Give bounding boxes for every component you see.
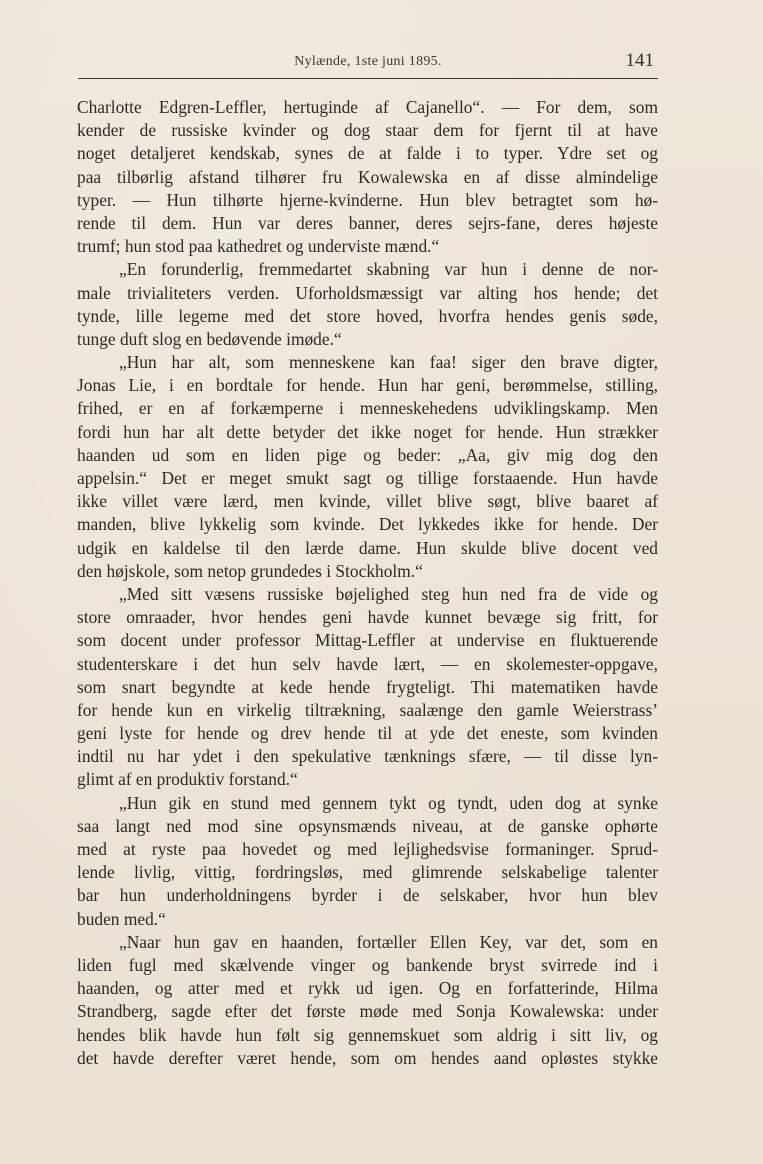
text-line: den højskole, som netop grundedes i Stockholm.“ xyxy=(77,560,423,581)
text-line: haanden, og atter med et rykk ud igen. Og en forfatterinde, Hilma xyxy=(77,978,658,999)
body-text xyxy=(77,96,658,1070)
text-line: glimt af en produktiv forstand.“ xyxy=(77,769,298,790)
text-line: lende livlig, vittig, fordringsløs, med glimrende selskabelige talenter xyxy=(77,862,658,883)
text-line: bar hun underholdningens byrder i de selskaber, hvor hun blev xyxy=(77,885,658,906)
text-line: Strandberg, sagde efter det første møde med Sonja Kowalewska: under xyxy=(77,1001,658,1022)
text-line: male trivialiteters verden. Uforholdsmæssigt var alting hos hende; det xyxy=(77,282,658,303)
text-line: tunge duft slog en bedøvende imøde.“ xyxy=(77,328,342,349)
text-line: buden med.“ xyxy=(77,908,166,929)
text-line: rende til dem. Hun var deres banner, deres sejrs-fane, deres højeste xyxy=(77,212,658,233)
text-line: „Naar hun gav en haanden, fortæller Ellen Key, var det, som en xyxy=(119,931,658,952)
text-line: haanden ud som en liden pige og beder: „Aa, giv mig dog den xyxy=(77,444,658,465)
text-line: udgik en kaldelse til den lærde dame. Hun skulde blive docent ved xyxy=(77,537,658,558)
text-line: „Hun gik en stund med gennem tykt og tyndt, uden dog at synke xyxy=(119,792,658,813)
text-line: typer. — Hun tilhørte hjerne-kvinderne. Hun blev betragtet som hø- xyxy=(77,189,658,210)
text-line: geni lyste for hende og drev hende til at yde det eneste, som kvinden xyxy=(77,723,658,744)
text-line: store omraader, hvor hendes geni havde kunnet bevæge sig fritt, for xyxy=(77,607,658,628)
text-line: det havde derefter været hende, som om hendes aand opløstes stykke xyxy=(77,1047,658,1068)
header-rule xyxy=(78,78,658,79)
text-line: frihed, er en af forkæmperne i menneskehedens udviklingskamp. Men xyxy=(77,398,658,419)
running-head: Nylænde, 1ste juni 1895. xyxy=(294,54,442,69)
text-line: fordi hun har alt dette betyder det ikke noget for hende. Hun strækker xyxy=(77,421,658,442)
page-header xyxy=(78,50,658,76)
text-line: saa langt ned mod sine opsynsmænds niveau, at de ganske ophørte xyxy=(77,815,658,836)
text-line: tynde, lille legeme med det store hoved, hvorfra hendes genis søde, xyxy=(77,305,658,326)
text-line: liden fugl med skælvende vinger og bankende bryst svirrede ind i xyxy=(77,954,658,975)
text-line: studenterskare i det hun selv havde lært, — en skolemester-oppgave, xyxy=(77,653,658,674)
text-line: med at ryste paa hovedet og med lejlighedsvise formaninger. Sprud- xyxy=(77,839,658,859)
text-line: som docent under professor Mittag-Leffler at undervise en fluktuerende xyxy=(77,630,658,651)
text-line: appelsin.“ Det er meget smukt sagt og tillige forstaaende. Hun havde xyxy=(77,468,658,488)
text-line: ikke villet være lærd, men kvinde, villet blive søgt, blive baaret af xyxy=(77,491,658,512)
text-line: Jonas Lie, i en bordtale for hende. Hun har geni, berømmelse, stilling, xyxy=(77,375,658,396)
page-number: 141 xyxy=(625,50,654,71)
text-line: „Hun har alt, som menneskene kan faa! siger den brave digter, xyxy=(119,352,658,373)
text-line: „En forunderlig, fremmedartet skabning var hun i denne de nor- xyxy=(119,259,658,280)
text-line: trumf; hun stod paa kathedret og underviste mænd.“ xyxy=(77,236,440,257)
text-line: for hende kun en virkelig tiltrækning, saalænge den gamle Weierstrass’ xyxy=(77,699,658,720)
text-line: manden, blive lykkelig som kvinde. Det lykkedes ikke for hende. Der xyxy=(77,514,658,535)
text-line: „Med sitt væsens russiske bøjelighed steg hun ned fra de vide og xyxy=(119,583,658,604)
text-line: kender de russiske kvinder og dog staar dem for fjernt til at have xyxy=(77,120,658,141)
text-line: noget detaljeret kendskab, synes de at falde i to typer. Ydre set og xyxy=(77,143,658,164)
text-line: hendes blik havde hun følt sig gennemskuet som aldrig i sitt liv, og xyxy=(77,1024,658,1045)
text-line: indtil nu har ydet i den spekulative tænknings sfære, — til disse lyn- xyxy=(77,746,658,767)
text-line: paa tilbørlig afstand tilhører fru Kowalewska en af disse almindelige xyxy=(77,166,658,187)
text-line: Charlotte Edgren-Leffler, hertuginde af Cajanello“. — For dem, som xyxy=(77,97,658,117)
text-line: som snart begyndte at kede hende frygteligt. Thi matematiken havde xyxy=(77,676,658,697)
